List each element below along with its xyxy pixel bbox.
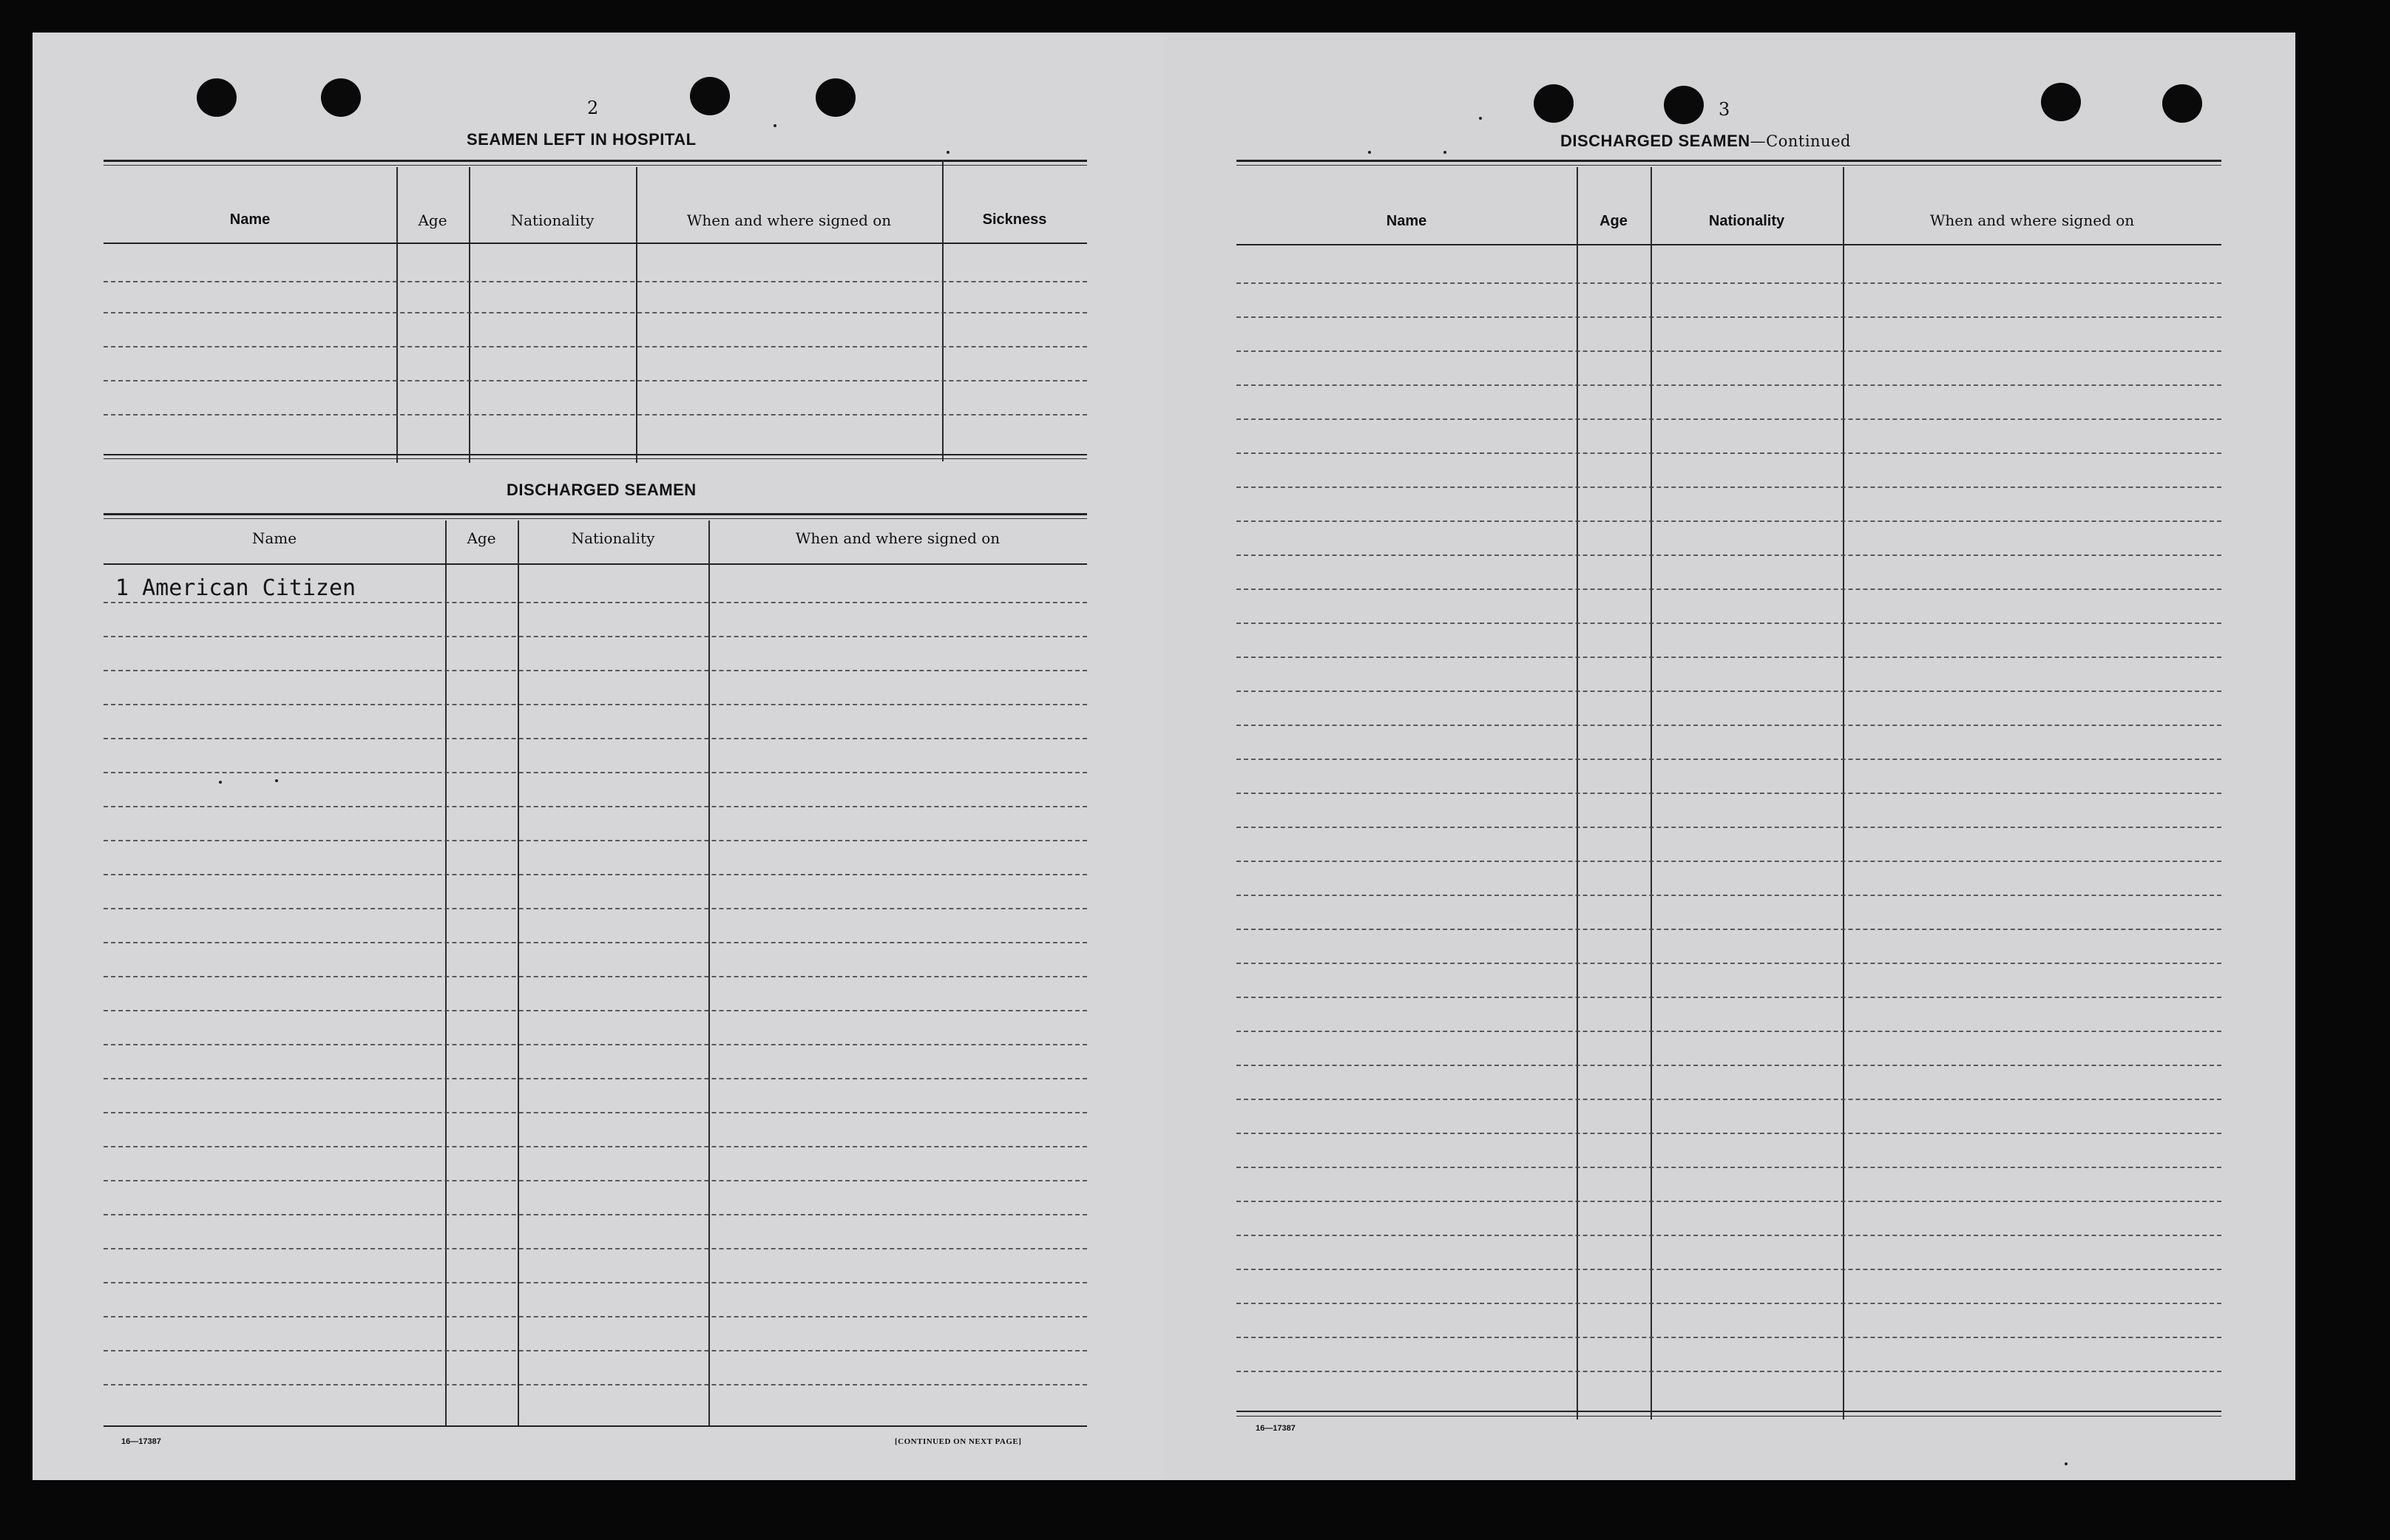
discharged-entry: 1 American Citizen (115, 575, 356, 601)
page-number: 2 (587, 98, 599, 118)
col-header-signed-on: When and where signed on (686, 211, 892, 229)
discharged-title-suffix: —Continued (1750, 132, 1851, 150)
punch-hole (197, 78, 237, 117)
col-header-nationality: Nationality (1708, 213, 1785, 229)
hospital-table (104, 160, 1087, 461)
punch-hole (816, 78, 856, 117)
punch-hole (2162, 84, 2202, 123)
col-header-name: Name (1386, 213, 1427, 229)
punch-hole (1664, 86, 1704, 124)
discharged-title-main: DISCHARGED SEAMEN (1560, 132, 1750, 150)
col-header-age: Age (1599, 213, 1628, 229)
punch-hole (690, 77, 730, 115)
hospital-section-title: SEAMEN LEFT IN HOSPITAL (467, 130, 697, 149)
page-number: 3 (1719, 99, 1730, 120)
col-header-age: Age (467, 529, 496, 547)
discharged-section-title: DISCHARGED SEAMEN (507, 481, 697, 499)
col-header-nationality: Nationality (510, 211, 595, 229)
col-header-sickness: Sickness (982, 211, 1047, 228)
punch-hole (1534, 84, 1574, 123)
form-number: 16—17387 (121, 1437, 161, 1446)
form-number: 16—17387 (1256, 1424, 1296, 1433)
punch-hole (2041, 83, 2081, 121)
right-page (1164, 33, 2295, 1480)
punch-hole (321, 78, 361, 117)
col-header-signed-on: When and where signed on (1929, 211, 2135, 229)
discharged-continued-table (1236, 160, 2221, 1419)
col-header-signed-on: When and where signed on (795, 529, 1001, 547)
discharged-table (104, 513, 1087, 1427)
col-header-name: Name (251, 529, 297, 547)
col-header-age: Age (418, 211, 447, 229)
continued-note: [CONTINUED ON NEXT PAGE] (895, 1437, 1022, 1446)
col-header-nationality: Nationality (571, 529, 655, 547)
discharged-continued-title (1560, 132, 1851, 151)
col-header-name: Name (229, 211, 271, 228)
left-page (33, 33, 1164, 1480)
